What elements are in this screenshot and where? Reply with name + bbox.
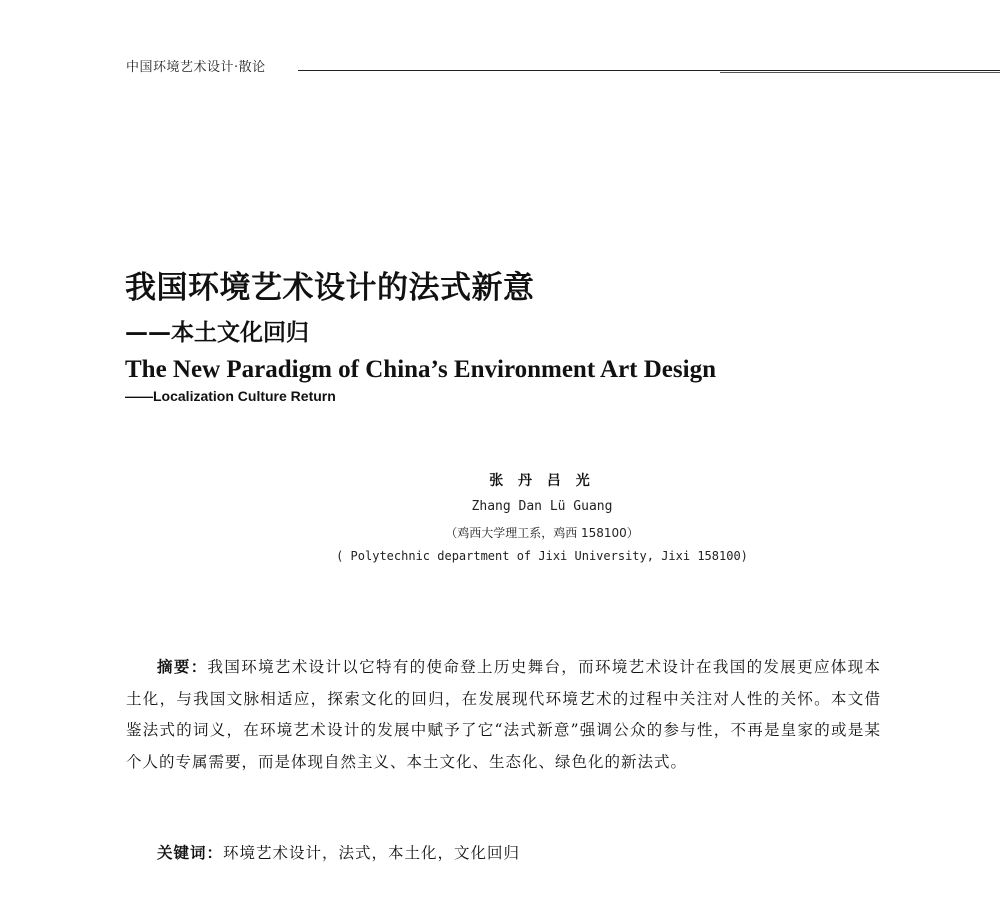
header-rule-secondary bbox=[720, 72, 1000, 73]
keywords-text: 环境艺术设计，法式，本土化，文化回归 bbox=[223, 844, 521, 862]
affiliation-english: ( Polytechnic department of Jixi University, Jixi 158100) bbox=[336, 549, 748, 563]
subtitle-chinese: ——本土文化回归 bbox=[125, 320, 309, 346]
header-rule bbox=[298, 70, 1000, 71]
keywords-label: 关键词： bbox=[157, 844, 224, 862]
abstract bbox=[126, 652, 881, 778]
running-head: 中国环境艺术设计·散论 bbox=[126, 60, 266, 75]
subtitle-english: ——Localization Culture Return bbox=[125, 388, 336, 404]
title-english: The New Paradigm of China’s Environment Art Design bbox=[125, 356, 716, 383]
abstract-text: 我国环境艺术设计以它特有的使命登上历史舞台，而环境艺术设计在我国的发展更应体现本土化，与我国文脉相适应，探索文化的回归，在发展现代环境艺术的过程中关注对人性的关怀。本文借鉴法式的词义，在环境艺术设计的发展中赋予了它“法式新意”强调公众的参与性，不再是皇家的或是某个人的专属需要，而是体现自然主义、本土文化、生态化、绿色化的新法式。 bbox=[126, 658, 881, 771]
affiliation-chinese: （鸡西大学理工系，鸡西 158100） bbox=[445, 526, 639, 540]
title-chinese: 我国环境艺术设计的法式新意 bbox=[125, 270, 535, 306]
keywords bbox=[126, 841, 881, 863]
abstract-label: 摘要： bbox=[157, 658, 208, 676]
authors-chinese: 张 丹 吕 光 bbox=[489, 473, 595, 489]
authors-english: Zhang Dan Lü Guang bbox=[471, 499, 613, 514]
